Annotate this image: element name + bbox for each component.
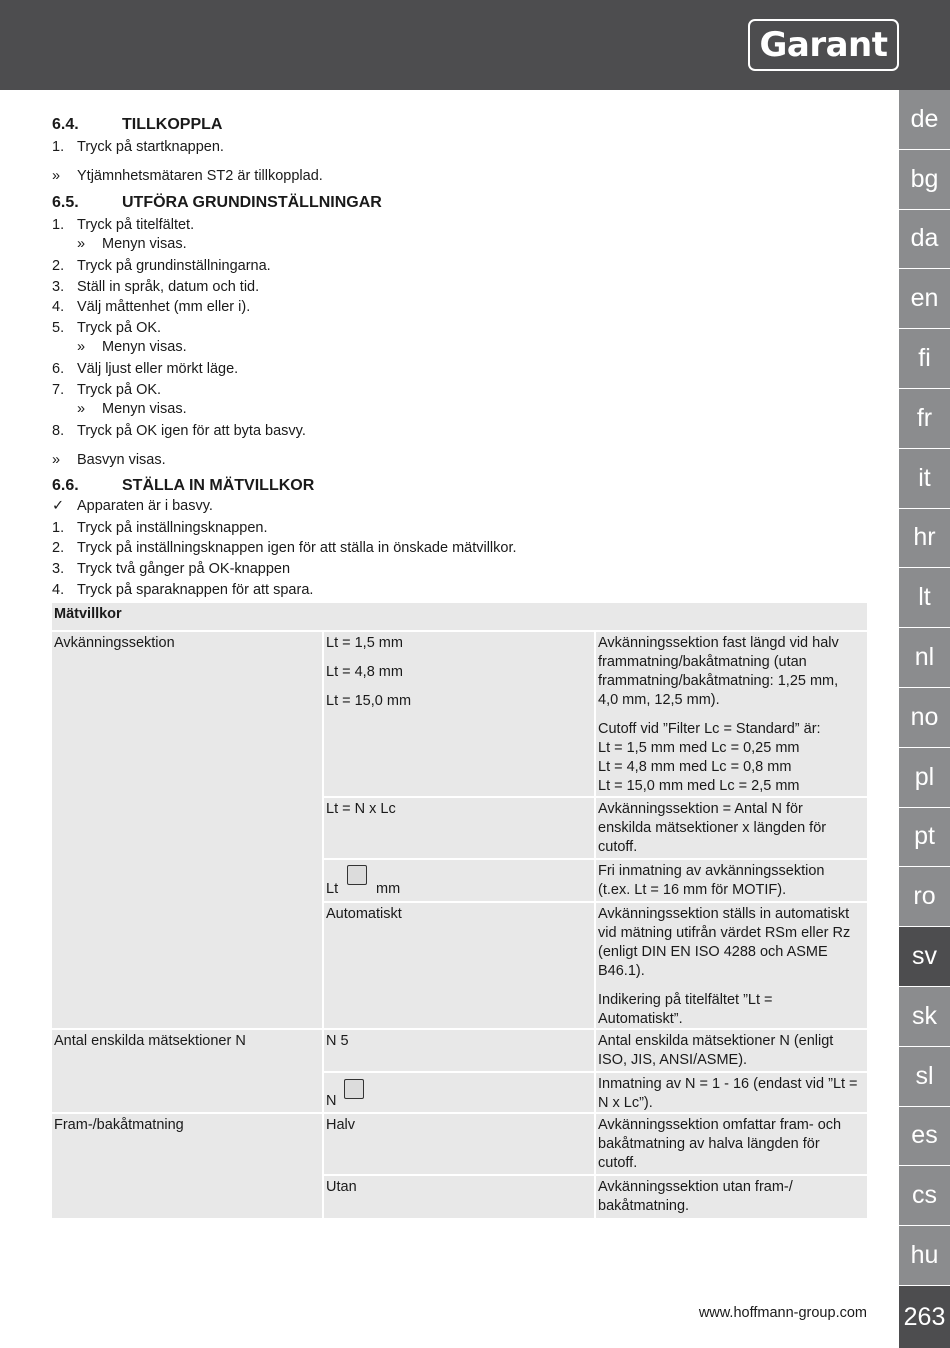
language-tab-bg[interactable]: bg — [899, 150, 950, 210]
page-number: 263 — [899, 1286, 950, 1348]
language-tab-hr[interactable]: hr — [899, 509, 950, 569]
description-text: cutoff. — [598, 839, 638, 855]
step-marker: 8. — [52, 423, 65, 439]
language-tab-pt[interactable]: pt — [899, 808, 950, 868]
description-text: Avkänningssektion = Antal N för — [598, 801, 803, 817]
language-tab-da[interactable]: da — [899, 210, 950, 270]
description-text: vid mätning utifrån värdet RSm eller Rz — [598, 925, 851, 941]
description-text: Avkänningssektion ställs in automatiskt — [598, 906, 850, 922]
description-text: B46.1). — [598, 963, 645, 979]
step-marker: 5. — [52, 320, 65, 336]
result-text: Basvyn visas. — [77, 452, 166, 468]
description-text: Fri inmatning av avkänningssektion — [598, 863, 825, 879]
option-text: Utan — [326, 1179, 357, 1195]
step-text: Ställ in språk, datum och tid. — [77, 279, 260, 295]
table-header: Mätvillkor — [52, 603, 867, 630]
language-tab-no[interactable]: no — [899, 688, 950, 748]
description-text: Avkänningssektion omfattar fram- och — [598, 1117, 842, 1133]
description-text: frammatning/bakåtmatning (utan — [598, 654, 807, 670]
step-text: Tryck på grundinställningarna. — [77, 258, 271, 274]
language-tab-pl[interactable]: pl — [899, 748, 950, 808]
option-cell — [324, 860, 594, 901]
option-text: Halv — [326, 1117, 356, 1133]
description-text: N x Lc”). — [598, 1095, 653, 1111]
language-tab-fi[interactable]: fi — [899, 329, 950, 389]
section-title: STÄLLA IN MÄTVILLKOR — [122, 477, 315, 494]
section-number: 6.4. — [52, 116, 79, 133]
language-tab-lt[interactable]: lt — [899, 568, 950, 628]
description-text: bakåtmatning av halva längden för — [598, 1136, 820, 1152]
language-tab-hu[interactable]: hu — [899, 1226, 950, 1286]
description-cell — [596, 632, 867, 796]
step-text: Tryck på sparaknappen för att spara. — [77, 582, 314, 598]
language-tab-cs[interactable]: cs — [899, 1166, 950, 1226]
step-text: Välj ljust eller mörkt läge. — [77, 361, 239, 377]
result-text: Menyn visas. — [102, 236, 187, 252]
option-suffix: mm — [376, 881, 401, 897]
group-label-text: Antal enskilda mätsektioner N — [54, 1033, 246, 1049]
language-tab-it[interactable]: it — [899, 449, 950, 509]
description-text: (t.ex. Lt = 16 mm för MOTIF). — [598, 882, 787, 898]
step-text: Tryck på OK. — [77, 382, 162, 398]
step-text: Tryck på OK. — [77, 320, 162, 336]
description-cell — [596, 903, 867, 1028]
option-cell — [324, 798, 594, 858]
step-text: Tryck på startknappen. — [77, 139, 224, 155]
step-marker: 7. — [52, 382, 65, 398]
description-cell — [596, 798, 867, 858]
option-cell — [324, 1073, 594, 1112]
language-tab-ro[interactable]: ro — [899, 867, 950, 927]
step-text: Tryck två gånger på OK-knappen — [77, 561, 291, 577]
description-text: frammatning/bakåtmatning: 1,25 mm, — [598, 673, 839, 689]
language-tab-fr[interactable]: fr — [899, 389, 950, 449]
language-tab-sv[interactable]: sv — [899, 927, 950, 987]
option-prefix: Lt — [326, 881, 339, 897]
language-tab-sl[interactable]: sl — [899, 1047, 950, 1107]
option-text: N 5 — [326, 1033, 349, 1049]
step-text: Tryck på inställningsknappen igen för att ställa in önskade mätvillkor. — [77, 540, 517, 556]
step-marker: 4. — [52, 299, 65, 315]
group-label-text: Avkänningssektion — [54, 635, 175, 651]
step-marker: 1. — [52, 520, 65, 536]
option-cell — [324, 903, 594, 1028]
description-cell — [596, 1073, 867, 1112]
group-label-feed — [52, 1114, 322, 1218]
step-marker: 1. — [52, 139, 65, 155]
description-cell — [596, 860, 867, 901]
result-text: Menyn visas. — [102, 339, 187, 355]
description-cell — [596, 1114, 867, 1174]
language-tab-en[interactable]: en — [899, 269, 950, 329]
description-text: Automatiskt”. — [598, 1011, 683, 1027]
description-text: enskilda mätsektioner x längden för — [598, 820, 827, 836]
step-marker: 2. — [52, 258, 65, 274]
step-text: Tryck på OK igen för att byta basvy. — [77, 423, 306, 439]
language-tab-es[interactable]: es — [899, 1107, 950, 1167]
step-marker: 3. — [52, 561, 65, 577]
option-cell — [324, 1114, 594, 1174]
garant-logo: Garant — [748, 19, 899, 71]
description-cell — [596, 1030, 867, 1071]
language-tab-nl[interactable]: nl — [899, 628, 950, 688]
option-cell — [324, 1176, 594, 1218]
option-cell — [324, 632, 594, 796]
section-title: UTFÖRA GRUNDINSTÄLLNINGAR — [122, 194, 382, 211]
description-text: (enligt DIN EN ISO 4288 och ASME — [598, 944, 828, 960]
page-header — [0, 0, 950, 90]
step-marker: 3. — [52, 279, 65, 295]
check-icon: ✓ — [52, 498, 65, 514]
language-tabs — [899, 90, 950, 1286]
section-title: TILLKOPPLA — [122, 116, 223, 133]
section-number: 6.5. — [52, 194, 79, 211]
section-number: 6.6. — [52, 477, 79, 494]
option-text: Automatiskt — [326, 906, 402, 922]
option-text: Lt = 15,0 mm — [326, 693, 412, 709]
description-text: Inmatning av N = 1 - 16 (endast vid ”Lt = — [598, 1076, 858, 1092]
description-cell — [596, 1176, 867, 1218]
description-text: 4,0 mm, 12,5 mm). — [598, 692, 720, 708]
description-text: Indikering på titelfältet ”Lt = — [598, 992, 773, 1008]
description-text: Avkänningssektion utan fram-/ — [598, 1179, 793, 1195]
description-text: Lt = 15,0 mm med Lc = 2,5 mm — [598, 778, 800, 794]
step-text: Tryck på titelfältet. — [77, 217, 195, 233]
description-text: Cutoff vid ”Filter Lc = Standard” är: — [598, 721, 821, 737]
step-marker: 2. — [52, 540, 65, 556]
group-label-number-of-sections — [52, 1030, 322, 1112]
description-text: Avkänningssektion fast längd vid halv — [598, 635, 839, 651]
result-marker: » — [52, 452, 61, 468]
description-text: Lt = 1,5 mm med Lc = 0,25 mm — [598, 740, 800, 756]
prerequisite-text: Apparaten är i basvy. — [77, 498, 213, 514]
description-text: Lt = 4,8 mm med Lc = 0,8 mm — [598, 759, 792, 775]
group-label-sampling-length — [52, 632, 322, 1028]
result-marker: » — [77, 236, 86, 252]
result-marker: » — [77, 339, 86, 355]
step-marker: 4. — [52, 582, 65, 598]
option-cell — [324, 1030, 594, 1071]
step-text: Välj måttenhet (mm eller i). — [77, 299, 251, 315]
result-marker: » — [77, 401, 86, 417]
description-text: bakåtmatning. — [598, 1198, 690, 1214]
option-text: Lt = 4,8 mm — [326, 664, 403, 680]
input-box-icon — [347, 865, 367, 885]
language-tab-sk[interactable]: sk — [899, 987, 950, 1047]
description-text: ISO, JIS, ANSI/ASME). — [598, 1052, 748, 1068]
option-text: Lt = 1,5 mm — [326, 635, 403, 651]
option-prefix: N — [326, 1093, 337, 1109]
group-label-text: Fram-/bakåtmatning — [54, 1117, 184, 1133]
option-text: Lt = N x Lc — [326, 801, 396, 817]
result-text: Menyn visas. — [102, 401, 187, 417]
website-url[interactable]: www.hoffmann-group.com — [698, 1305, 867, 1321]
step-marker: 1. — [52, 217, 65, 233]
result-text: Ytjämnhetsmätaren ST2 är tillkopplad. — [77, 168, 323, 184]
step-text: Tryck på inställningsknappen. — [77, 520, 268, 536]
step-marker: 6. — [52, 361, 65, 377]
description-text: cutoff. — [598, 1155, 638, 1171]
description-text: Antal enskilda mätsektioner N (enligt — [598, 1033, 834, 1049]
language-tab-de[interactable]: de — [899, 90, 950, 150]
result-marker: » — [52, 168, 61, 184]
input-box-icon — [344, 1079, 364, 1099]
